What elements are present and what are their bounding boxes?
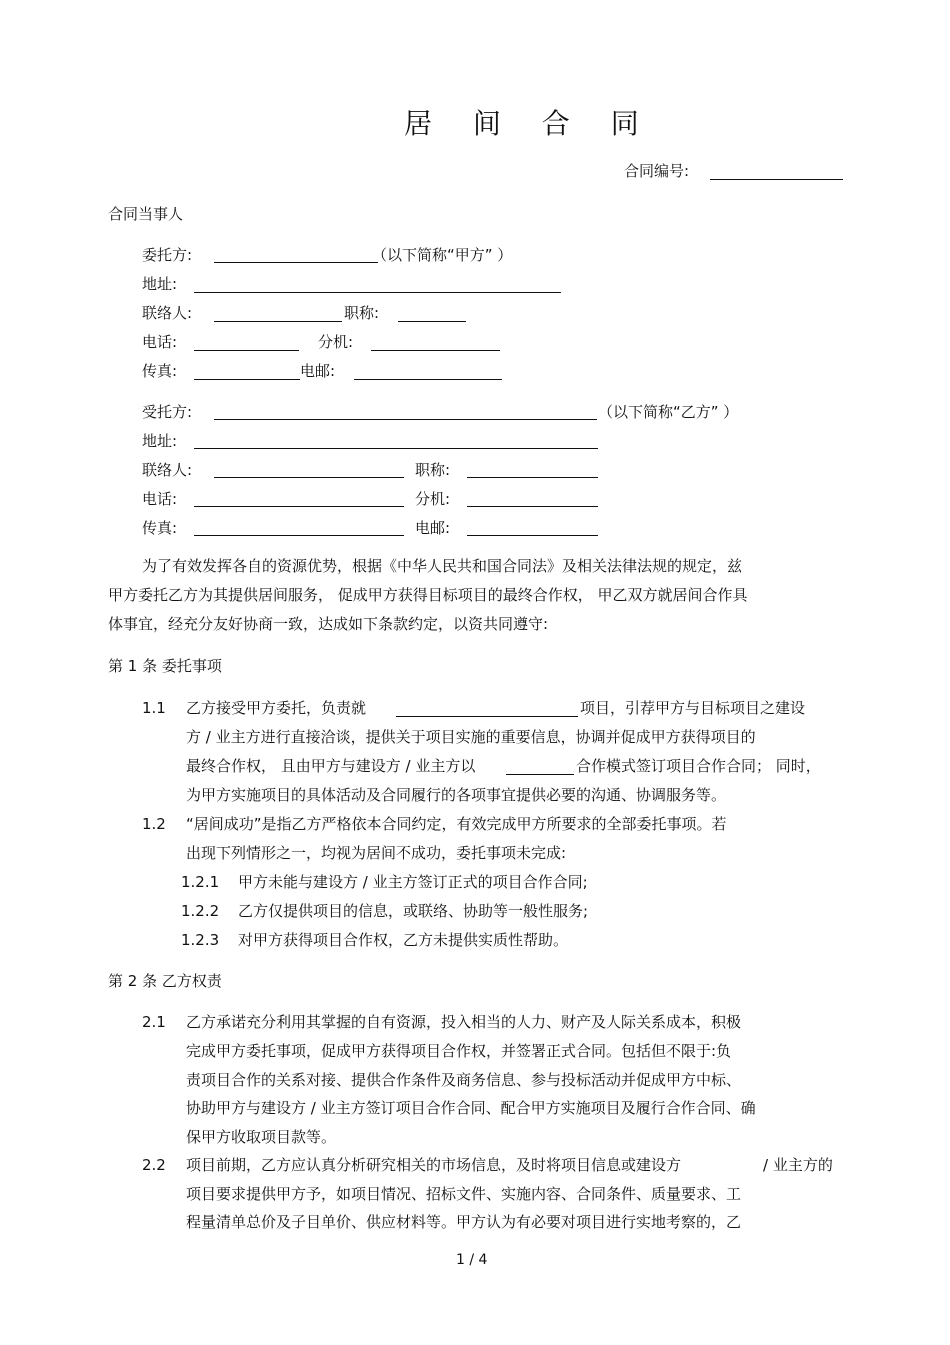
party-b-email-field[interactable] bbox=[467, 518, 598, 536]
clause-2-2-line-1a: 项目前期，乙方应认真分析研究相关的市场信息，及时将项目信息或建设方 bbox=[186, 1156, 682, 1174]
party-a-email-field[interactable] bbox=[354, 362, 502, 380]
party-b-fax-label: 传真: bbox=[142, 519, 178, 537]
party-b-contact-label: 联络人: bbox=[142, 461, 193, 479]
party-b-phone-field[interactable] bbox=[194, 489, 404, 507]
clause-2-1-line-3: 责项目合作的关系对接、提供合作条件及商务信息、参与投标活动并促成甲方中标、 bbox=[186, 1071, 742, 1089]
clause-2-1-line-2: 完成甲方委托事项，促成甲方获得项目合作权，并签署正式合同。包括但不限于:负 bbox=[186, 1042, 732, 1060]
clause-1-2-1-text: 甲方未能与建设方 / 业主方签订正式的项目合作合同; bbox=[238, 873, 588, 891]
party-a-address-label: 地址: bbox=[142, 275, 178, 293]
party-a-contact-field[interactable] bbox=[214, 304, 342, 322]
clause-2-1-number: 2.1 bbox=[142, 1013, 166, 1031]
party-a-address-field[interactable] bbox=[194, 275, 561, 293]
party-a-alias: （以下简称“甲方” ） bbox=[372, 246, 513, 264]
article-1-heading: 第 1 条 委托事项 bbox=[108, 657, 222, 675]
agent-label: 受托方: bbox=[142, 403, 193, 421]
party-b-ext-field[interactable] bbox=[467, 489, 598, 507]
contract-number-field[interactable] bbox=[710, 162, 843, 180]
party-b-contact-field[interactable] bbox=[214, 460, 404, 478]
clause-1-1-line-1a: 乙方接受甲方委托，负责就 bbox=[186, 699, 367, 717]
page-number: 1 / 4 bbox=[456, 1252, 488, 1268]
party-b-phone-label: 电话: bbox=[142, 490, 178, 508]
clause-1-1-line-4: 为甲方实施项目的具体活动及合同履行的各项事宜提供必要的沟通、协调服务等。 bbox=[186, 786, 727, 804]
party-a-phone-label: 电话: bbox=[142, 333, 178, 351]
party-b-title-field[interactable] bbox=[467, 460, 598, 478]
clause-1-2-line-1: “居间成功”是指乙方严格依本合同约定，有效完成甲方所要求的全部委托事项。若 bbox=[186, 815, 727, 833]
clause-2-2-line-2: 项目要求提供甲方予，如项目情况、招标文件、实施内容、合同条件、质量要求、工 bbox=[186, 1185, 742, 1203]
cooperation-mode-field[interactable] bbox=[506, 757, 574, 775]
parties-heading: 合同当事人 bbox=[108, 205, 184, 223]
clause-1-2-line-2: 出现下列情形之一，均视为居间不成功，委托事项未完成: bbox=[186, 844, 567, 862]
clause-1-2-number: 1.2 bbox=[142, 815, 166, 833]
party-a-contact-label: 联络人: bbox=[142, 304, 193, 322]
agent-field[interactable] bbox=[214, 402, 597, 420]
party-b-alias: （以下简称“乙方” ） bbox=[598, 403, 739, 421]
clause-2-2-line-3: 程量清单总价及子目单价、供应材料等。甲方认为有必要对项目进行实地考察的，乙 bbox=[186, 1213, 742, 1231]
party-b-fax-field[interactable] bbox=[194, 518, 404, 536]
preamble-line-3: 体事宜，经充分友好协商一致，达成如下条款约定，以资共同遵守: bbox=[108, 615, 549, 633]
party-b-title-label: 职称: bbox=[415, 461, 451, 479]
party-a-ext-field[interactable] bbox=[371, 333, 500, 351]
party-a-title-label: 职称: bbox=[344, 304, 380, 322]
clause-1-1-line-3a: 最终合作权， 且由甲方与建设方 / 业主方以 bbox=[186, 757, 476, 775]
party-a-email-label: 电邮: bbox=[300, 362, 336, 380]
clause-2-2-line-1b: / 业主方的 bbox=[763, 1156, 833, 1174]
clause-2-1-line-1: 乙方承诺充分利用其掌握的自有资源，投入相当的人力、财产及人际关系成本，积极 bbox=[186, 1013, 742, 1031]
clause-2-1-line-4: 协助甲方与建设方 / 业主方签订项目合作合同、配合甲方实施项目及履行合作合同、确 bbox=[186, 1099, 756, 1117]
project-name-field[interactable] bbox=[396, 699, 578, 717]
principal-label: 委托方: bbox=[142, 246, 193, 264]
article-2-heading: 第 2 条 乙方权责 bbox=[108, 972, 222, 990]
contract-number-label: 合同编号: bbox=[624, 162, 690, 180]
clause-2-2-number: 2.2 bbox=[142, 1156, 166, 1174]
clause-1-2-3-number: 1.2.3 bbox=[181, 931, 220, 949]
clause-1-2-2-text: 乙方仅提供项目的信息，或联络、协助等一般性服务; bbox=[238, 902, 589, 920]
clause-1-2-2-number: 1.2.2 bbox=[181, 902, 220, 920]
clause-2-1-line-5: 保甲方收取项目款等。 bbox=[186, 1128, 337, 1146]
clause-1-1-line-1b: 项目，引荐甲方与目标项目之建设 bbox=[580, 699, 806, 717]
party-a-title-field[interactable] bbox=[398, 304, 466, 322]
clause-1-2-3-text: 对甲方获得项目合作权，乙方未提供实质性帮助。 bbox=[238, 931, 569, 949]
clause-1-1-line-3b: 合作模式签订项目合作合同； 同时， bbox=[576, 757, 821, 775]
party-a-phone-field[interactable] bbox=[194, 333, 299, 351]
party-a-fax-label: 传真: bbox=[142, 362, 178, 380]
clause-1-1-line-2: 方 / 业主方进行直接洽谈，提供关于项目实施的重要信息，协调并促成甲方获得项目的 bbox=[186, 728, 756, 746]
principal-field[interactable] bbox=[214, 245, 378, 263]
party-b-ext-label: 分机: bbox=[415, 490, 451, 508]
party-a-fax-field[interactable] bbox=[194, 362, 300, 380]
party-b-address-label: 地址: bbox=[142, 432, 178, 450]
document-title: 居 间 合 同 bbox=[404, 107, 655, 140]
party-b-address-field[interactable] bbox=[194, 431, 598, 449]
clause-1-2-1-number: 1.2.1 bbox=[181, 873, 220, 891]
preamble-line-2: 甲方委托乙方为其提供居间服务， 促成甲方获得目标项目的最终合作权， 甲乙双方就居间合作具 bbox=[108, 586, 748, 604]
party-b-email-label: 电邮: bbox=[415, 519, 451, 537]
preamble-line-1: 为了有效发挥各自的资源优势，根据《中华人民共和国合同法》及相关法律法规的规定，兹 bbox=[142, 557, 743, 575]
party-a-ext-label: 分机: bbox=[318, 333, 354, 351]
clause-1-1-number: 1.1 bbox=[142, 699, 166, 717]
